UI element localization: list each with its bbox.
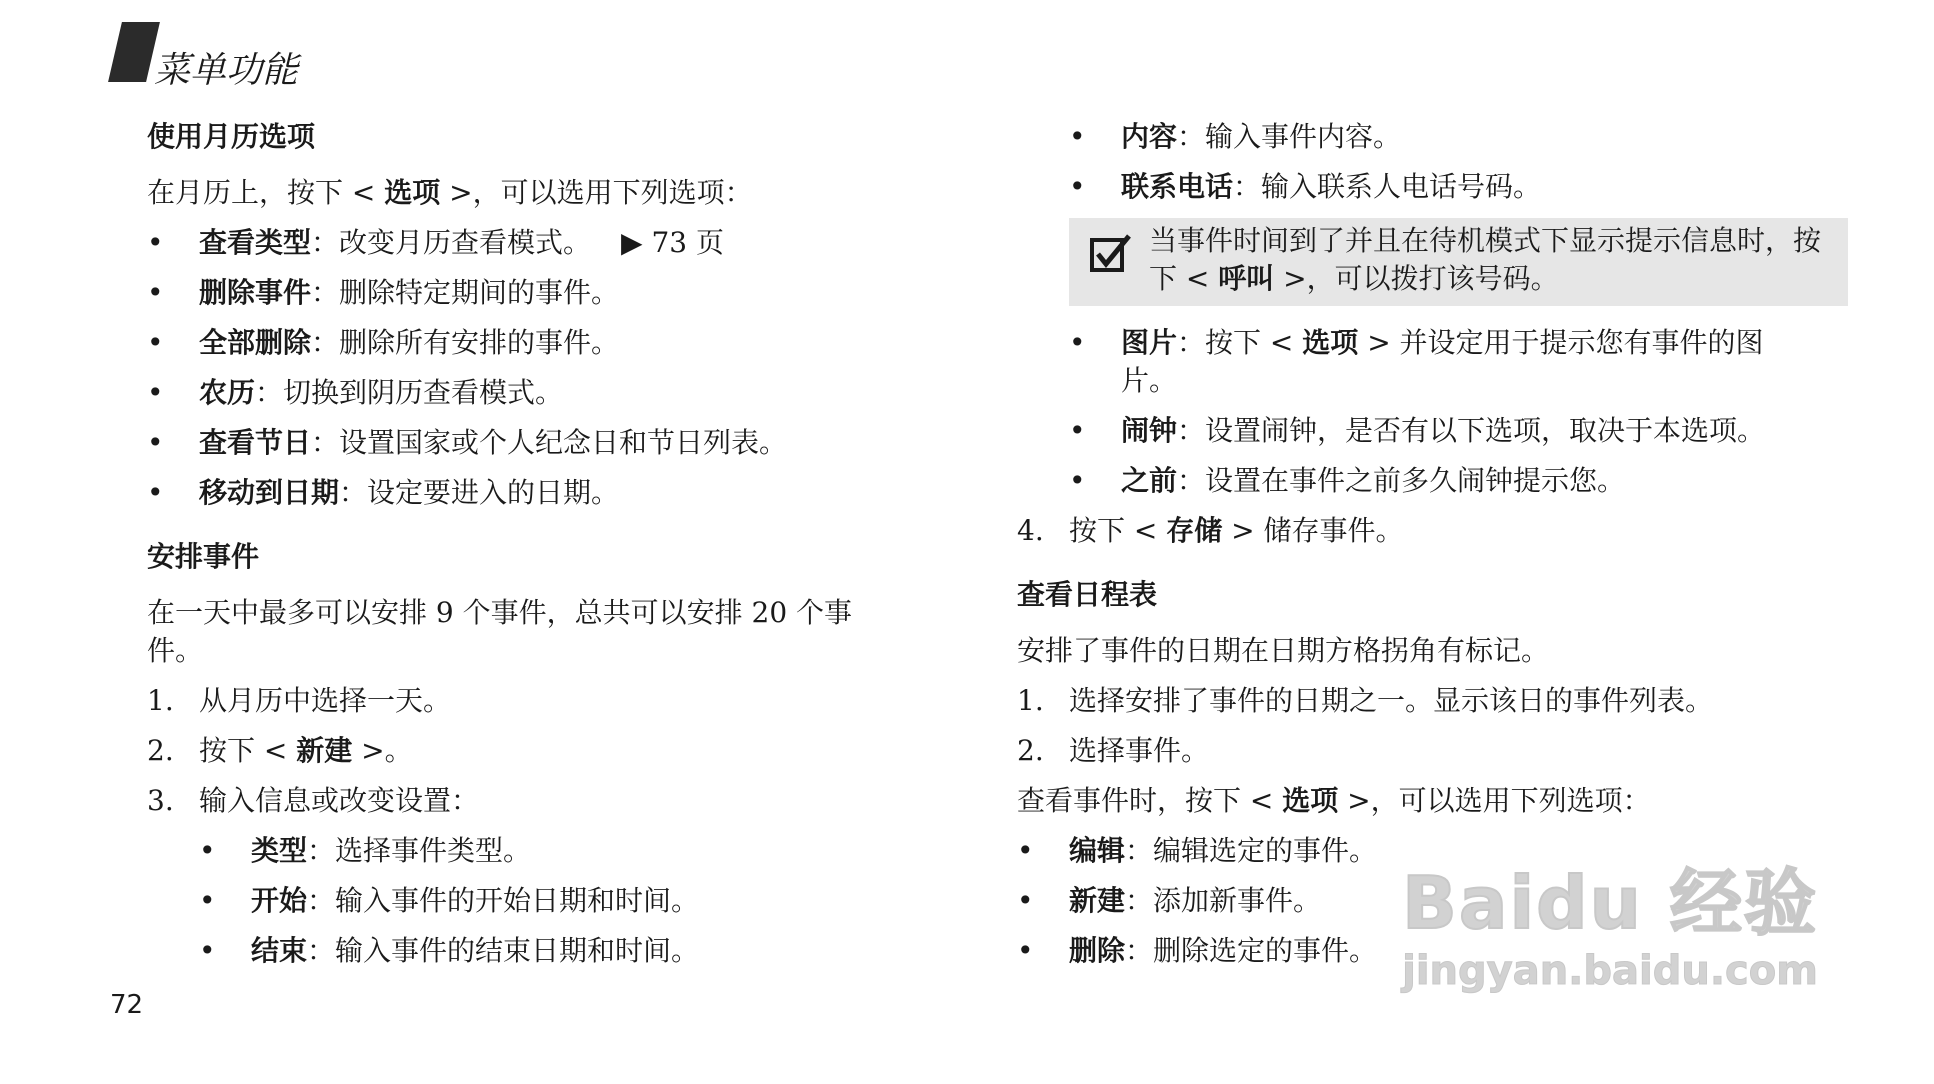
list-item: • 农历：切换到阴历查看模式。	[147, 376, 564, 409]
section-heading-view-schedule: 查看日程表	[1017, 578, 1158, 611]
sub-list-item: • 内容：输入事件内容。	[1069, 120, 1402, 153]
header-accent-bar	[108, 22, 160, 82]
list-item: • 移动到日期：设定要进入的日期。	[147, 476, 620, 509]
section-heading-calendar-options: 使用月历选项	[147, 120, 316, 153]
sub-list-item: • 之前：设置在事件之前多久闹钟提示您。	[1069, 464, 1626, 497]
step-item: 2. 选择事件。	[1017, 734, 1210, 767]
watermark-logo-text: Baidu 经验	[1401, 861, 1818, 945]
sub-list-item: • 类型：选择事件类型。	[199, 834, 532, 867]
step-item: 3. 输入信息或改变设置：	[147, 784, 480, 817]
sub-list-item: • 联系电话：输入联系人电话号码。	[1069, 170, 1542, 203]
list-item: • 查看类型：改变月历查看模式。 ▶ 73 页	[147, 226, 724, 259]
list-item: • 查看节日：设置国家或个人纪念日和节日列表。	[147, 426, 788, 459]
list-item: • 删除：删除选定的事件。	[1017, 934, 1378, 967]
page-number: 72	[110, 990, 144, 1020]
baidu-jingyan-watermark	[1380, 860, 1840, 996]
watermark-url: jingyan.baidu.com	[1402, 948, 1818, 994]
list-item: • 删除事件：删除特定期间的事件。	[147, 276, 620, 309]
sub-list-item: • 图片：按下 < 选项 > 并设定用于提示您有事件的图片。	[1069, 326, 1764, 397]
page-header-title: 菜单功能	[154, 50, 299, 91]
step-item: 4. 按下 < 存储 > 储存事件。	[1017, 514, 1404, 547]
page-reference: ▶ 73 页	[621, 226, 724, 259]
list-item: • 编辑：编辑选定的事件。	[1017, 834, 1378, 867]
step-item: 1. 从月历中选择一天。	[147, 684, 452, 717]
right-column	[1017, 118, 1822, 982]
view-schedule-intro: 安排了事件的日期在日期方格拐角有标记。	[1017, 634, 1550, 667]
sub-list-item: • 开始：输入事件的开始日期和时间。	[199, 884, 700, 917]
calendar-options-intro: 在月历上，按下 < 选项 >，可以选用下列选项：	[147, 176, 753, 209]
list-item: • 全部删除：删除所有安排的事件。	[147, 326, 620, 359]
section-heading-schedule-event: 安排事件	[147, 540, 260, 573]
step-item: 2. 按下 < 新建 >。	[147, 734, 413, 767]
schedule-event-intro: 在一天中最多可以安排 9 个事件，总共可以安排 20 个事件。	[147, 596, 853, 667]
sub-list-item: • 闹钟：设置闹钟，是否有以下选项，取决于本选项。	[1069, 414, 1766, 447]
step-item: 1. 选择安排了事件的日期之一。显示该日的事件列表。	[1017, 684, 1714, 717]
left-column	[147, 118, 907, 982]
note-box: 当事件时间到了并且在待机模式下显示提示信息时，按下 < 呼叫 >，可以拨打该号码。	[1069, 218, 1848, 306]
checkbox-check-icon	[1089, 232, 1133, 276]
view-options-intro: 查看事件时，按下 < 选项 >，可以选用下列选项：	[1017, 784, 1651, 817]
list-item: • 新建：添加新事件。	[1017, 884, 1322, 917]
sub-list-item: • 结束：输入事件的结束日期和时间。	[199, 934, 700, 967]
